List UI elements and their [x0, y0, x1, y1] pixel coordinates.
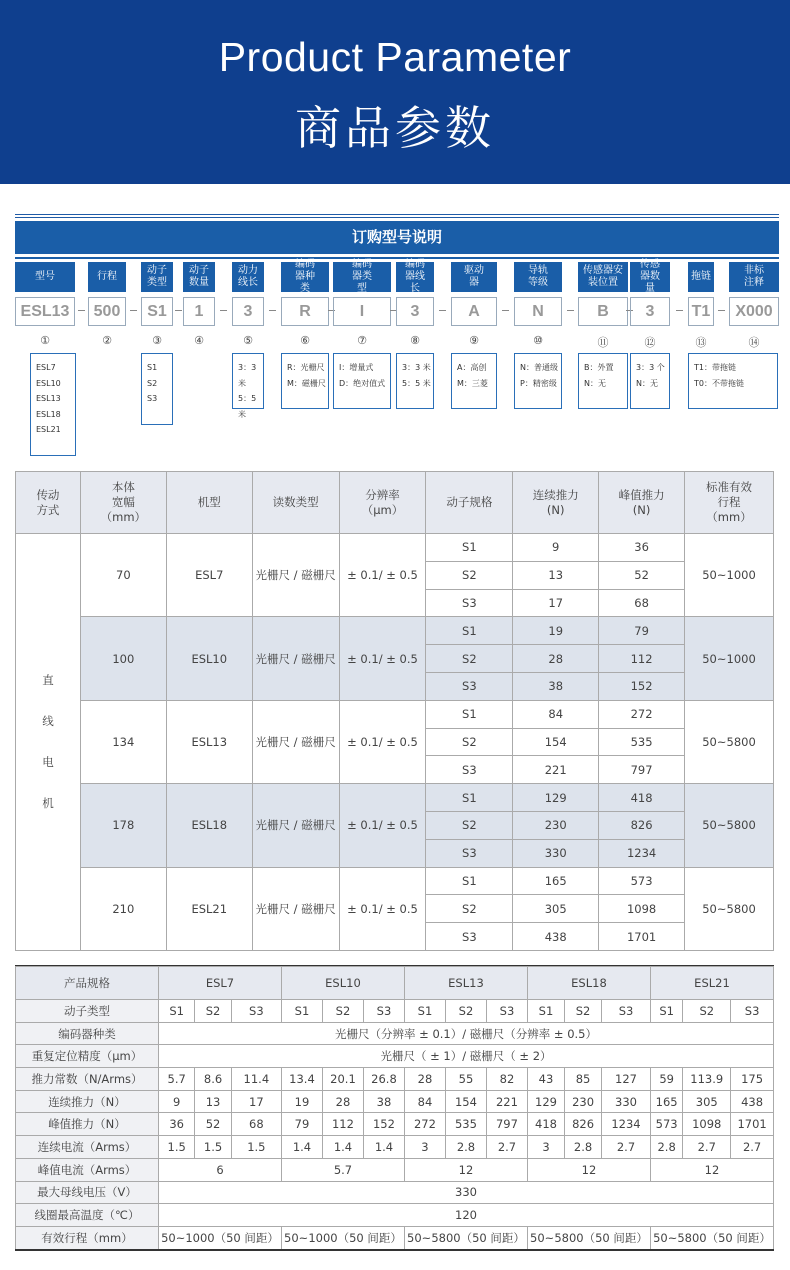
data-cell: 230	[565, 1090, 602, 1113]
order-number: ④	[194, 334, 204, 347]
data-cell: 573	[599, 867, 685, 895]
mover-cell: S3	[486, 1000, 527, 1023]
mover-cell: S3	[731, 1000, 774, 1023]
stroke-cell: 50~5800（50 间距）	[650, 1226, 773, 1249]
data-cell: 418	[599, 784, 685, 812]
data-cell: 1.5	[195, 1136, 231, 1159]
order-code-box: ESL13	[15, 297, 75, 326]
option-box-chain	[688, 353, 778, 409]
data-cell: 2.8	[445, 1136, 486, 1159]
order-code-box: N	[514, 297, 562, 326]
mover-cell: S3	[231, 1000, 281, 1023]
table-header: 标准有效 行程 （mm）	[685, 472, 774, 534]
data-cell: 330	[602, 1090, 651, 1113]
data-cell: 43	[527, 1068, 564, 1091]
option-box-model	[30, 353, 76, 456]
spec-table-stroke	[15, 471, 774, 951]
order-label: 行程	[88, 262, 126, 292]
data-cell: 272	[599, 700, 685, 728]
resolution-cell: ± 0.1/ ± 0.5	[339, 784, 426, 867]
reading-cell: 光栅尺 / 磁栅尺	[252, 617, 339, 700]
data-cell: 152	[599, 672, 685, 700]
reading-cell: 光栅尺 / 磁栅尺	[252, 784, 339, 867]
order-code-box: 3	[630, 297, 670, 326]
data-cell: 3	[527, 1136, 564, 1159]
encoder-value: 光栅尺（分辨率 ± 0.1）/ 磁栅尺（分辨率 ± 0.5）	[159, 1022, 774, 1045]
resolution-cell: ± 0.1/ ± 0.5	[339, 867, 426, 950]
order-number: ⑭	[748, 336, 760, 349]
order-dash	[567, 310, 574, 311]
stroke-cell: 50~5800（50 间距）	[527, 1226, 650, 1249]
option-box-sensor-num	[630, 353, 670, 409]
data-cell: 68	[599, 589, 685, 617]
option-box-driver	[451, 353, 497, 409]
order-dash	[269, 310, 276, 311]
data-cell: S1	[426, 534, 513, 562]
order-code-box: I	[333, 297, 391, 326]
reading-cell: 光栅尺 / 磁栅尺	[252, 867, 339, 950]
title-chinese: 商品参数	[295, 101, 495, 155]
data-cell: 38	[513, 672, 599, 700]
stroke-cell: 50~5800	[685, 700, 774, 783]
bus-voltage-value: 330	[159, 1181, 774, 1204]
width-cell: 70	[80, 534, 166, 617]
stroke-cell: 50~1000（50 间距）	[159, 1226, 282, 1249]
data-cell: 3	[404, 1136, 445, 1159]
data-cell: S2	[426, 561, 513, 589]
order-label: 拖链	[688, 262, 714, 292]
data-cell: 535	[599, 728, 685, 756]
table-header: 动子规格	[426, 472, 513, 534]
resolution-cell: ± 0.1/ ± 0.5	[339, 700, 426, 783]
data-cell: 129	[527, 1090, 564, 1113]
order-label: 动力线长	[232, 262, 264, 292]
data-cell: 113.9	[683, 1068, 731, 1091]
model-header: ESL21	[650, 967, 773, 1000]
order-dash	[439, 310, 446, 311]
data-cell: 221	[513, 756, 599, 784]
order-label: 导轨等级	[514, 262, 562, 292]
data-cell: 59	[650, 1068, 682, 1091]
data-cell: 165	[650, 1090, 682, 1113]
data-cell: 573	[650, 1113, 682, 1136]
data-cell: 2.8	[565, 1136, 602, 1159]
order-number: ⑤	[243, 334, 253, 347]
data-cell: 85	[565, 1068, 602, 1091]
table-header: 机型	[166, 472, 252, 534]
mover-cell: S1	[650, 1000, 682, 1023]
data-cell: S3	[426, 839, 513, 867]
option-item: S3	[147, 394, 158, 403]
data-cell: 2.7	[731, 1136, 774, 1159]
order-dash	[502, 310, 509, 311]
data-cell: 52	[195, 1113, 231, 1136]
data-cell: 797	[599, 756, 685, 784]
data-cell: 36	[599, 534, 685, 562]
order-label: 编码器类型	[333, 262, 391, 292]
data-cell: 826	[599, 811, 685, 839]
order-label: 驱动器	[451, 262, 497, 292]
option-box-power	[232, 353, 264, 419]
order-label: 编码器种类	[281, 262, 329, 292]
data-cell: 36	[159, 1113, 195, 1136]
data-cell: 535	[445, 1113, 486, 1136]
width-cell: 210	[80, 867, 166, 950]
stroke-cell: 50~1000（50 间距）	[281, 1226, 404, 1249]
order-dash	[676, 310, 683, 311]
data-cell: 9	[159, 1090, 195, 1113]
option-item: N：普通级	[520, 363, 558, 372]
order-dash	[718, 310, 725, 311]
order-number: ⑨	[469, 334, 479, 347]
data-cell: S2	[426, 895, 513, 923]
stroke-cell: 50~5800	[685, 867, 774, 950]
row-header: 动子类型	[16, 1000, 159, 1023]
model-cell: ESL10	[166, 617, 252, 700]
option-item: ESL18	[36, 409, 61, 419]
order-code-title: 订购型号说明	[15, 221, 779, 254]
data-cell: 26.8	[363, 1068, 404, 1091]
data-cell: S3	[426, 923, 513, 951]
data-cell: 112	[599, 645, 685, 673]
data-cell: S3	[426, 672, 513, 700]
peak-current-cell: 12	[527, 1158, 650, 1181]
mover-cell: S1	[159, 1000, 195, 1023]
row-header: 有效行程（mm）	[16, 1226, 159, 1249]
data-cell: 175	[731, 1068, 774, 1091]
drive-type-cell: 直 线 电 机	[16, 534, 81, 951]
option-item: ESL13	[36, 394, 61, 403]
data-cell: 221	[486, 1090, 527, 1113]
data-cell: S1	[426, 700, 513, 728]
option-box-enc-type	[333, 353, 391, 409]
data-cell: 2.7	[486, 1136, 527, 1159]
mover-cell: S2	[683, 1000, 731, 1023]
stroke-cell: 50~1000	[685, 534, 774, 617]
order-label: 动子数量	[183, 262, 215, 292]
stroke-cell: 50~5800（50 间距）	[404, 1226, 527, 1249]
row-header: 推力常数（N/Arms）	[16, 1068, 159, 1091]
data-cell: 154	[445, 1090, 486, 1113]
option-item: ESL10	[36, 378, 61, 388]
row-header: 线圈最高温度（℃）	[16, 1204, 159, 1227]
option-item: ESL21	[36, 425, 61, 434]
resolution-cell: ± 0.1/ ± 0.5	[339, 617, 426, 700]
order-dash	[130, 310, 137, 311]
data-cell: 438	[731, 1090, 774, 1113]
data-cell: 272	[404, 1113, 445, 1136]
data-cell: 154	[513, 728, 599, 756]
order-label: 动子类型	[141, 262, 173, 292]
order-dash	[78, 310, 85, 311]
width-cell: 178	[80, 784, 166, 867]
row-header: 连续推力（N）	[16, 1090, 159, 1113]
option-item: 5：5 米	[238, 394, 257, 419]
width-cell: 134	[80, 700, 166, 783]
model-cell: ESL21	[166, 867, 252, 950]
option-item: T1：带拖链	[694, 363, 736, 372]
data-cell: 13.4	[281, 1068, 322, 1091]
data-cell: 5.7	[159, 1068, 195, 1091]
order-number: ⑧	[410, 334, 420, 347]
option-box-enc-len	[396, 353, 434, 409]
model-header: ESL10	[281, 967, 404, 1000]
model-header: ESL18	[527, 967, 650, 1000]
order-code-header	[15, 214, 779, 259]
data-cell: 1234	[599, 839, 685, 867]
order-code-box: 500	[88, 297, 126, 326]
order-dash	[220, 310, 227, 311]
stroke-cell: 50~5800	[685, 784, 774, 867]
order-number: ⑫	[644, 336, 656, 349]
data-cell: 13	[513, 561, 599, 589]
coil-temp-value: 120	[159, 1204, 774, 1227]
option-item: D：绝对值式	[339, 378, 386, 388]
data-cell: 28	[513, 645, 599, 673]
data-cell: 55	[445, 1068, 486, 1091]
data-cell: 418	[527, 1113, 564, 1136]
data-cell: 13	[195, 1090, 231, 1113]
data-cell: 152	[363, 1113, 404, 1136]
order-label: 传感器数量	[630, 262, 670, 292]
peak-current-cell: 12	[404, 1158, 527, 1181]
table-header: 传动 方式	[16, 472, 81, 534]
data-cell: S1	[426, 867, 513, 895]
table-header: 峰值推力 (N)	[599, 472, 685, 534]
data-cell: 68	[231, 1113, 281, 1136]
order-label: 非标注释	[729, 262, 779, 292]
table-header: 读数类型	[252, 472, 339, 534]
data-cell: 19	[281, 1090, 322, 1113]
order-number: ⑦	[357, 334, 367, 347]
order-number: ③	[152, 334, 162, 347]
option-item: R：光栅尺	[287, 363, 325, 372]
data-cell: 1.5	[231, 1136, 281, 1159]
row-header: 峰值电流（Arms）	[16, 1158, 159, 1181]
data-cell: 305	[683, 1090, 731, 1113]
data-cell: S2	[426, 645, 513, 673]
option-item: B：外置	[584, 363, 614, 372]
data-cell: 82	[486, 1068, 527, 1091]
data-cell: 1.4	[281, 1136, 322, 1159]
data-cell: 305	[513, 895, 599, 923]
data-cell: 438	[513, 923, 599, 951]
option-item: 3：3 个	[636, 363, 665, 372]
data-cell: 1098	[599, 895, 685, 923]
data-cell: 2.8	[650, 1136, 682, 1159]
order-label: 编码器线长	[396, 262, 434, 292]
reading-cell: 光栅尺 / 磁栅尺	[252, 534, 339, 617]
row-header: 最大母线电压（V）	[16, 1181, 159, 1204]
title-english: Product Parameter	[218, 34, 572, 80]
data-cell: 797	[486, 1113, 527, 1136]
data-cell: 84	[404, 1090, 445, 1113]
spec-table-electrical	[15, 966, 774, 1250]
data-cell: 230	[513, 811, 599, 839]
data-cell: 9	[513, 534, 599, 562]
mover-cell: S2	[195, 1000, 231, 1023]
data-cell: 1098	[683, 1113, 731, 1136]
peak-current-cell: 6	[159, 1158, 282, 1181]
data-cell: 79	[599, 617, 685, 645]
order-label: 型号	[15, 262, 75, 292]
order-number: ⑩	[533, 334, 543, 347]
option-box-rail	[514, 353, 562, 409]
data-cell: 127	[602, 1068, 651, 1091]
data-cell: 1701	[599, 923, 685, 951]
stroke-cell: 50~1000	[685, 617, 774, 700]
header-banner	[0, 0, 790, 184]
option-item: 3：3 米	[402, 363, 431, 372]
data-cell: 2.7	[683, 1136, 731, 1159]
mover-cell: S3	[363, 1000, 404, 1023]
mover-cell: S1	[281, 1000, 322, 1023]
data-cell: 8.6	[195, 1068, 231, 1091]
row-header: 峰值推力（N）	[16, 1113, 159, 1136]
width-cell: 100	[80, 617, 166, 700]
option-item: S1	[147, 363, 158, 372]
option-item: A：高创	[457, 363, 487, 372]
option-box-sensor-pos	[578, 353, 628, 409]
mover-cell: S1	[527, 1000, 564, 1023]
row-header: 产品规格	[16, 967, 159, 1000]
data-cell: S2	[426, 811, 513, 839]
option-item: N：无	[584, 378, 606, 388]
reading-cell: 光栅尺 / 磁栅尺	[252, 700, 339, 783]
option-item: I：增量式	[339, 363, 374, 372]
row-header: 连续电流（Arms）	[16, 1136, 159, 1159]
data-cell: 28	[322, 1090, 363, 1113]
data-cell: 52	[599, 561, 685, 589]
option-box-mover	[141, 353, 173, 425]
peak-current-cell: 5.7	[281, 1158, 404, 1181]
model-cell: ESL7	[166, 534, 252, 617]
repeat-value: 光栅尺（ ± 1）/ 磁栅尺（ ± 2）	[159, 1045, 774, 1068]
order-code-box: B	[578, 297, 628, 326]
data-cell: 112	[322, 1113, 363, 1136]
table-header: 连续推力 (N)	[513, 472, 599, 534]
model-cell: ESL13	[166, 700, 252, 783]
data-cell: S3	[426, 756, 513, 784]
order-code-box: 3	[396, 297, 434, 326]
data-cell: 1.4	[363, 1136, 404, 1159]
data-cell: 17	[231, 1090, 281, 1113]
data-cell: 2.7	[602, 1136, 651, 1159]
data-cell: 84	[513, 700, 599, 728]
order-number: ②	[102, 334, 112, 347]
order-number: ⑪	[597, 336, 609, 349]
order-code-box: S1	[141, 297, 173, 326]
order-code-box: T1	[688, 297, 714, 326]
model-header: ESL7	[159, 967, 282, 1000]
mover-cell: S2	[445, 1000, 486, 1023]
data-cell: S1	[426, 617, 513, 645]
model-cell: ESL18	[166, 784, 252, 867]
data-cell: 826	[565, 1113, 602, 1136]
data-cell: S1	[426, 784, 513, 812]
mover-cell: S2	[565, 1000, 602, 1023]
option-item: ESL7	[36, 363, 56, 372]
order-code-box: 1	[183, 297, 215, 326]
data-cell: 11.4	[231, 1068, 281, 1091]
option-box-enc-kind	[281, 353, 329, 409]
data-cell: 1234	[602, 1113, 651, 1136]
order-code-box: X000	[729, 297, 779, 326]
table-header: 本体 宽幅 （mm）	[80, 472, 166, 534]
option-item: T0：不带拖链	[694, 378, 744, 388]
data-cell: S2	[426, 728, 513, 756]
row-header: 重复定位精度（μm）	[16, 1045, 159, 1068]
data-cell: 1701	[731, 1113, 774, 1136]
data-cell: 1.5	[159, 1136, 195, 1159]
order-number: ①	[40, 334, 50, 347]
data-cell: 19	[513, 617, 599, 645]
option-item: 3：3 米	[238, 363, 257, 388]
order-code-box: A	[451, 297, 497, 326]
order-label: 传感器安装位置	[578, 262, 628, 292]
data-cell: 79	[281, 1113, 322, 1136]
order-number: ⑬	[695, 336, 707, 349]
data-cell: 17	[513, 589, 599, 617]
data-cell: 1.4	[322, 1136, 363, 1159]
row-header: 编码器种类	[16, 1022, 159, 1045]
resolution-cell: ± 0.1/ ± 0.5	[339, 534, 426, 617]
data-cell: 165	[513, 867, 599, 895]
model-header: ESL13	[404, 967, 527, 1000]
option-item: P：精密级	[520, 378, 557, 388]
order-number: ⑥	[300, 334, 310, 347]
data-cell: 20.1	[322, 1068, 363, 1091]
table-header: 分辨率 （μm）	[339, 472, 426, 534]
mover-cell: S3	[602, 1000, 651, 1023]
mover-cell: S1	[404, 1000, 445, 1023]
data-cell: 38	[363, 1090, 404, 1113]
data-cell: 129	[513, 784, 599, 812]
data-cell: 330	[513, 839, 599, 867]
mover-cell: S2	[322, 1000, 363, 1023]
option-item: N：无	[636, 378, 658, 388]
peak-current-cell: 12	[650, 1158, 773, 1181]
option-item: 5：5 米	[402, 378, 431, 388]
order-code-box: R	[281, 297, 329, 326]
option-item: S2	[147, 378, 158, 388]
data-cell: 28	[404, 1068, 445, 1091]
order-dash	[175, 310, 182, 311]
data-cell: S3	[426, 589, 513, 617]
option-item: M：磁栅尺	[287, 378, 326, 388]
order-code-box: 3	[232, 297, 264, 326]
option-item: M：三菱	[457, 378, 488, 388]
